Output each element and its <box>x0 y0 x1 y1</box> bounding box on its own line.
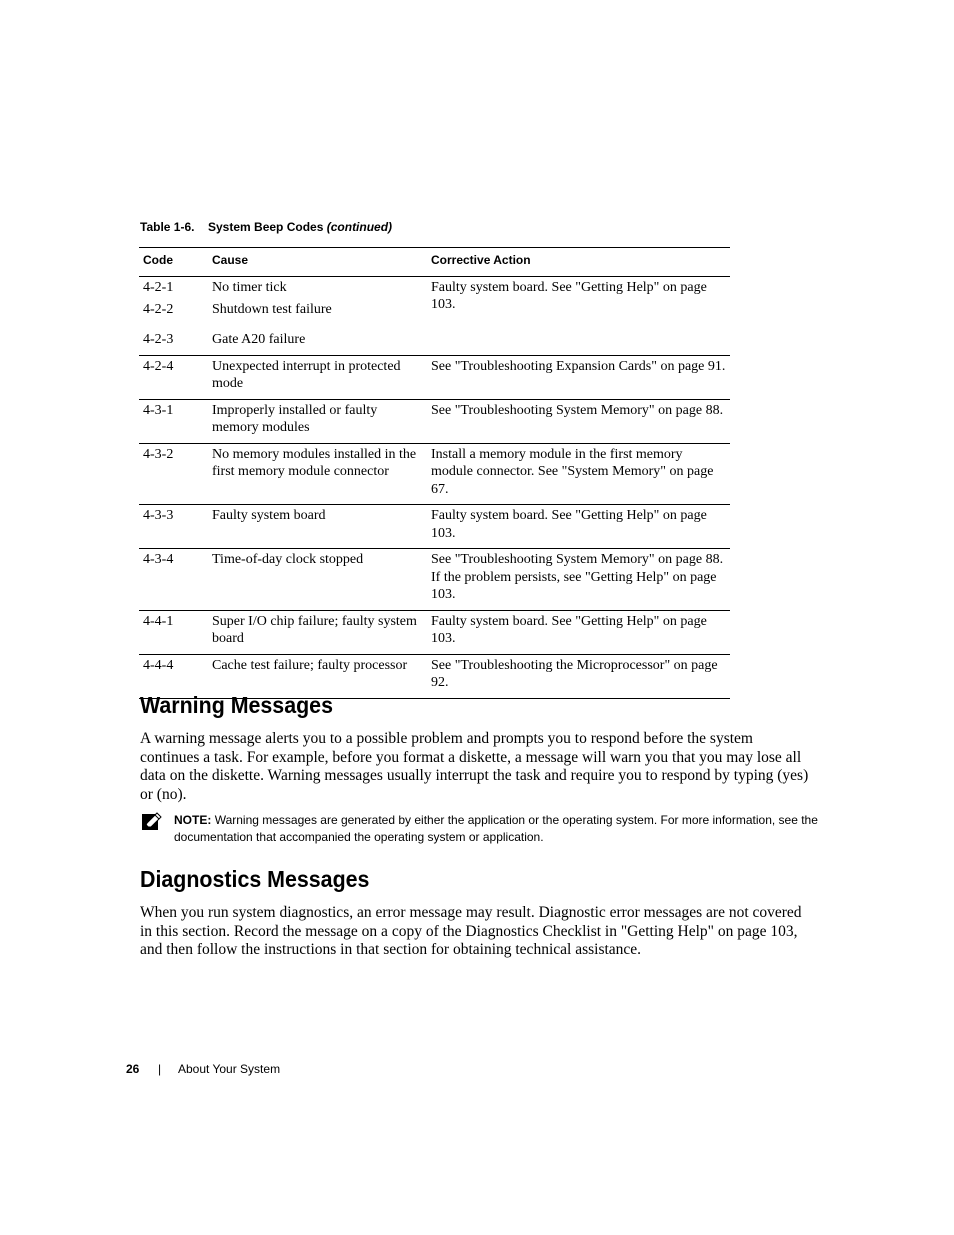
cause-cell: Super I/O chip failure; faulty system board <box>208 610 427 654</box>
table-caption <box>140 220 392 234</box>
footer-separator: | <box>158 1062 162 1076</box>
table-row <box>139 443 730 505</box>
table-header-row <box>139 248 730 277</box>
cause-cell: Shutdown test failure <box>212 302 332 317</box>
action-cell: See "Troubleshooting System Memory" on page 88. <box>427 399 730 443</box>
code-cell: 4-3-3 <box>139 505 208 549</box>
warning-messages-paragraph: A warning message alerts you to a possible problem and prompts you to respond before the system continues a task. For example, before you format a diskette, a message will warn you that you may lose all data on the diskette. Warning messages usually interrupt the task and require you to respond by typing (yes) or (no). <box>140 730 809 803</box>
code-cell: 4-3-2 <box>139 443 208 505</box>
footer-section-title: About Your System <box>178 1062 281 1076</box>
code-cell: 4-3-4 <box>139 549 208 611</box>
action-cell: See "Troubleshooting System Memory" on page 88. If the problem persists, see "Getting Help" on page 103. <box>427 549 730 611</box>
code-cell: 4-2-4 <box>139 355 208 399</box>
page-footer <box>126 1062 280 1076</box>
note-text: Warning messages are generated by either the application or the operating system. For more information, see the documentation that accompanied the operating system or application. <box>174 813 818 844</box>
code-cell: 4-4-4 <box>139 654 208 698</box>
action-cell: Faulty system board. See "Getting Help" on page 103. <box>427 610 730 654</box>
table-continued: (continued) <box>326 220 393 234</box>
header-code: Code <box>139 248 208 277</box>
cause-cell: No timer tick <box>212 279 287 295</box>
cause-cell: Improperly installed or faulty memory modules <box>208 399 427 443</box>
code-cell: 4-3-1 <box>139 399 208 443</box>
note-label: NOTE: <box>174 813 212 827</box>
header-cause: Cause <box>208 248 427 277</box>
code-cell: 4-2-2 <box>143 302 174 317</box>
cause-cell: Gate A20 failure <box>208 326 427 355</box>
beep-codes-table <box>139 247 730 699</box>
cause-cell: No memory modules installed in the first memory module connector <box>208 443 427 505</box>
note-pencil-icon <box>142 812 164 832</box>
warning-messages-heading: Warning Messages <box>140 692 333 718</box>
cause-cell: Unexpected interrupt in protected mode <box>208 355 427 399</box>
cause-cell: Cache test failure; faulty processor <box>208 654 427 698</box>
cause-cell: Time-of-day clock stopped <box>208 549 427 611</box>
table-row <box>139 549 730 611</box>
note-block <box>140 812 820 846</box>
table-row <box>139 610 730 654</box>
action-cell: See "Troubleshooting Expansion Cards" on page 91. <box>427 355 730 399</box>
action-cell: See "Troubleshooting the Microprocessor" on page 92. <box>427 654 730 698</box>
action-cell: Faulty system board. See "Getting Help" on page 103. <box>427 276 730 355</box>
cause-cell: Faulty system board <box>208 505 427 549</box>
diagnostics-messages-heading: Diagnostics Messages <box>140 866 370 892</box>
table-row <box>139 276 730 296</box>
code-cell: 4-4-1 <box>139 610 208 654</box>
table-number: Table 1-6. <box>140 220 195 234</box>
table-row <box>139 505 730 549</box>
page-number: 26 <box>126 1062 140 1076</box>
table-title: System Beep Codes <box>208 220 324 234</box>
header-action: Corrective Action <box>427 248 730 277</box>
code-cell: 4-2-1 <box>143 279 174 295</box>
code-cell: 4-2-3 <box>139 326 208 355</box>
table-row <box>139 399 730 443</box>
table-row <box>139 355 730 399</box>
action-cell: Faulty system board. See "Getting Help" on page 103. <box>427 505 730 549</box>
action-cell: Install a memory module in the first memory module connector. See "System Memory" on page 67. <box>427 443 730 505</box>
diagnostics-messages-paragraph: When you run system diagnostics, an error message may result. Diagnostic error messages are not covered in this section. Record the message on a copy of the Diagnostics Checklist in "Getting Help" on page 103, and then follow the instructions in that section for obtaining technical assistance. <box>140 904 802 959</box>
